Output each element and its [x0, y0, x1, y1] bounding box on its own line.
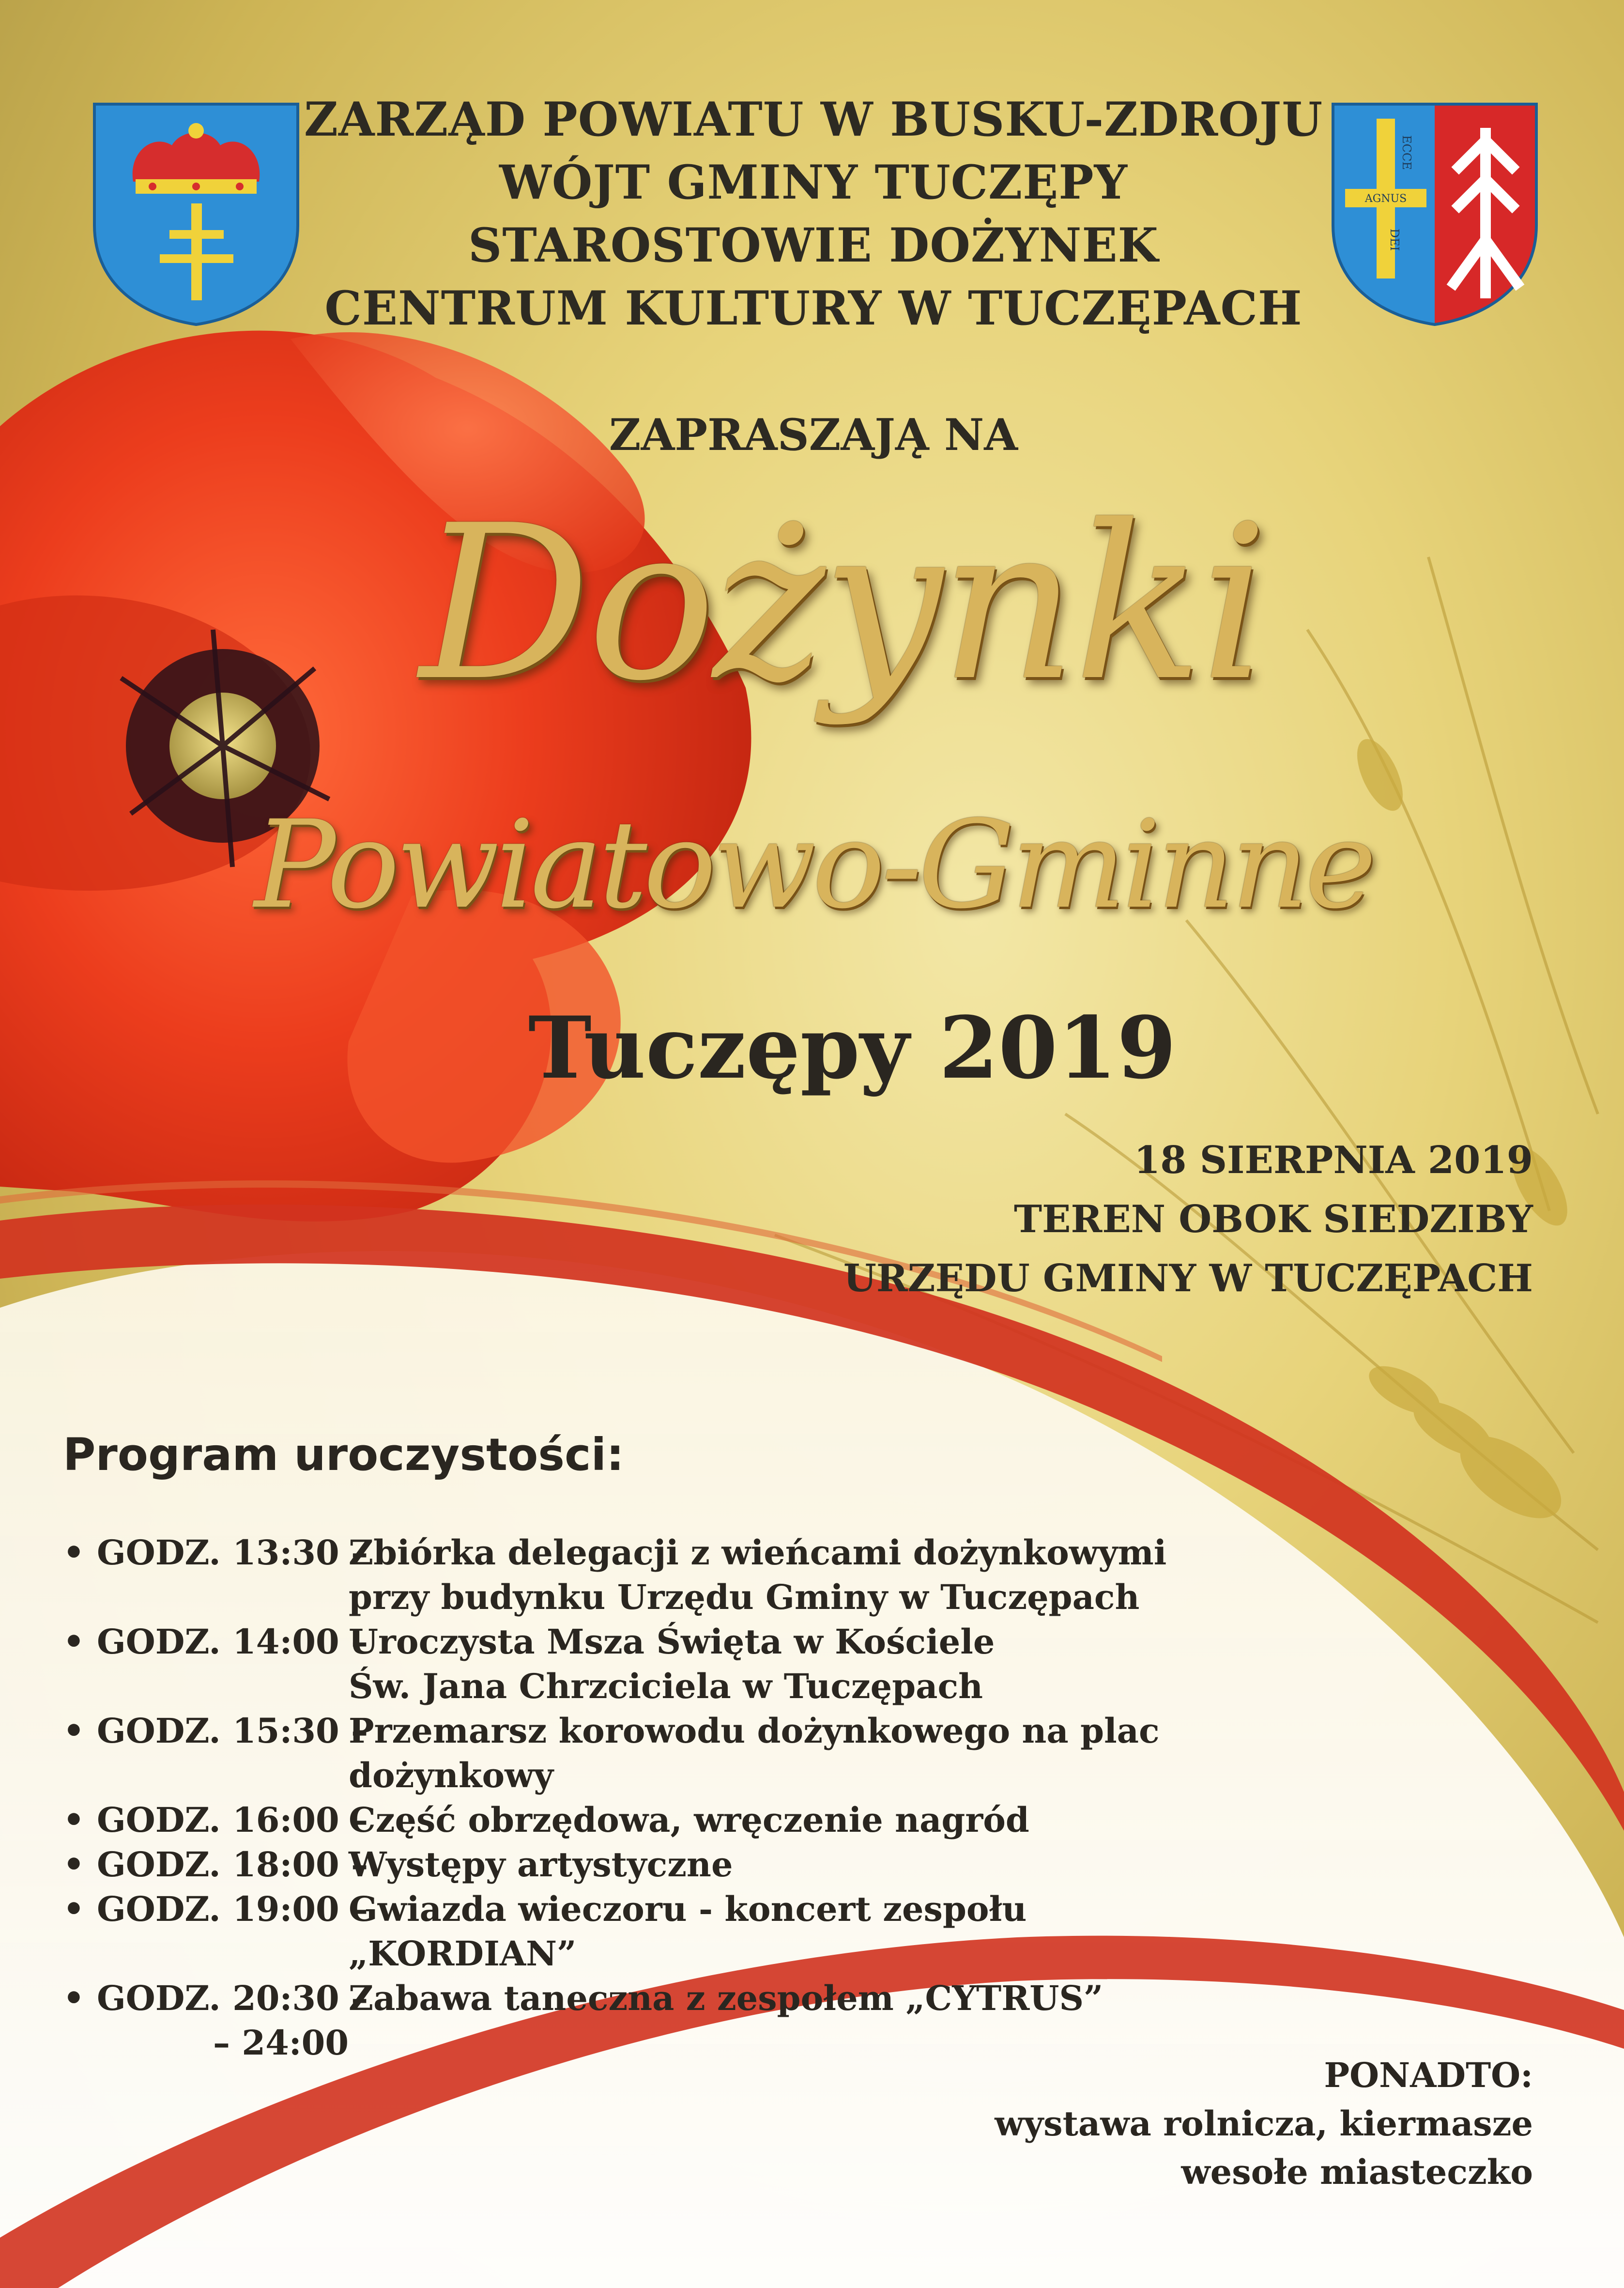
program-item: • GODZ. 20:30 – Zabawa taneczna z zespołem „CYTRUS” [63, 1976, 1273, 2021]
program-desc: Zabawa taneczna z zespołem „CYTRUS” [349, 1978, 1103, 2018]
program-desc: przy budynku Urzędu Gminy w Tuczępach [349, 1577, 1140, 1617]
extra-attractions [995, 2051, 1533, 2196]
program-desc: Występy artystyczne [349, 1844, 733, 1885]
program-item-cont [63, 1753, 1273, 1798]
program-time-end: – 24:00 [213, 2023, 349, 2063]
program-item: • GODZ. 13:30 – Zbiórka delegacji z wieńcami dożynkowymi [63, 1530, 1273, 1575]
program-desc: Zbiórka delegacji z wieńcami dożynkowymi [349, 1532, 1167, 1573]
program-desc: Przemarsz korowodu dożynkowego na plac [349, 1711, 1160, 1751]
program-desc: Uroczysta Msza Święta w Kościele [349, 1622, 995, 1662]
program-time: GODZ. 16:00 – [97, 1800, 368, 1840]
program-time: GODZ. 14:00 – [97, 1622, 368, 1662]
organizer-line-2: WÓJT GMINY TUCZĘPY [499, 155, 1128, 210]
organizer-line-3: STAROSTOWIE DOŻYNEK [468, 218, 1159, 273]
extra-heading: PONADTO: [1324, 2055, 1533, 2095]
program-desc: Gwiazda wieczoru - koncert zespołu „KORDIAN” [349, 1889, 1027, 1974]
program-item-cont [63, 1575, 1273, 1620]
crest-text-agnus: AGNUS [1364, 193, 1407, 205]
program-item: • GODZ. 16:00 – Część obrzędowa, wręczenie nagród [63, 1798, 1273, 1842]
event-location-line-2: URZĘDU GMINY W TUCZĘPACH [843, 1256, 1533, 1300]
program-time: GODZ. 13:30 – [97, 1532, 368, 1573]
program-desc: dożynkowy [349, 1755, 554, 1795]
event-location-line-1: TEREN OBOK SIEDZIBY [1013, 1197, 1533, 1241]
program-item: • GODZ. 18:00 – Występy artystyczne [63, 1842, 1273, 1887]
extra-line-2: wesołe miasteczko [1181, 2152, 1533, 2192]
crest-text-dei: DEI [1388, 228, 1401, 251]
crest-text-ecce: ECCE [1400, 135, 1413, 170]
event-title: Dożynki [419, 479, 1266, 727]
organizer-line-4: CENTRUM KULTURY W TUCZĘPACH [324, 281, 1302, 336]
program-list [63, 1530, 1273, 2065]
event-subtitle: Powiatowo-Gminne [254, 794, 1373, 935]
program-time: GODZ. 20:30 – [97, 1978, 368, 2018]
event-date: 18 SIERPNIA 2019 [1134, 1138, 1533, 1182]
program-item: • GODZ. 15:30 – Przemarsz korowodu dożynkowego na plac [63, 1709, 1273, 1753]
crest-left [90, 99, 303, 327]
crest-right [1328, 99, 1541, 327]
program-item: • GODZ. 14:00 – Uroczysta Msza Święta w Kościele [63, 1620, 1273, 1664]
program-time: GODZ. 19:00 – [97, 1889, 368, 1929]
program-time: GODZ. 18:00 – [97, 1844, 368, 1885]
event-place-year: Tuczępy 2019 [528, 998, 1177, 1098]
extra-line-1: wystawa rolnicza, kiermasze [995, 2103, 1533, 2144]
program-desc: Część obrzędowa, wręczenie nagród [349, 1800, 1029, 1840]
program-item: • GODZ. 19:00 – Gwiazda wieczoru - koncert zespołu „KORDIAN” [63, 1887, 1273, 1976]
organizer-line-1: ZARZĄD POWIATU W BUSKU-ZDROJU [304, 92, 1323, 147]
program-desc: Św. Jana Chrzciciela w Tuczępach [349, 1666, 983, 1706]
program-item-cont [63, 1664, 1273, 1709]
invite-text: ZAPRASZAJĄ NA [609, 409, 1018, 461]
program-time: GODZ. 15:30 – [97, 1711, 368, 1751]
program-heading: Program uroczystości: [63, 1429, 624, 1481]
